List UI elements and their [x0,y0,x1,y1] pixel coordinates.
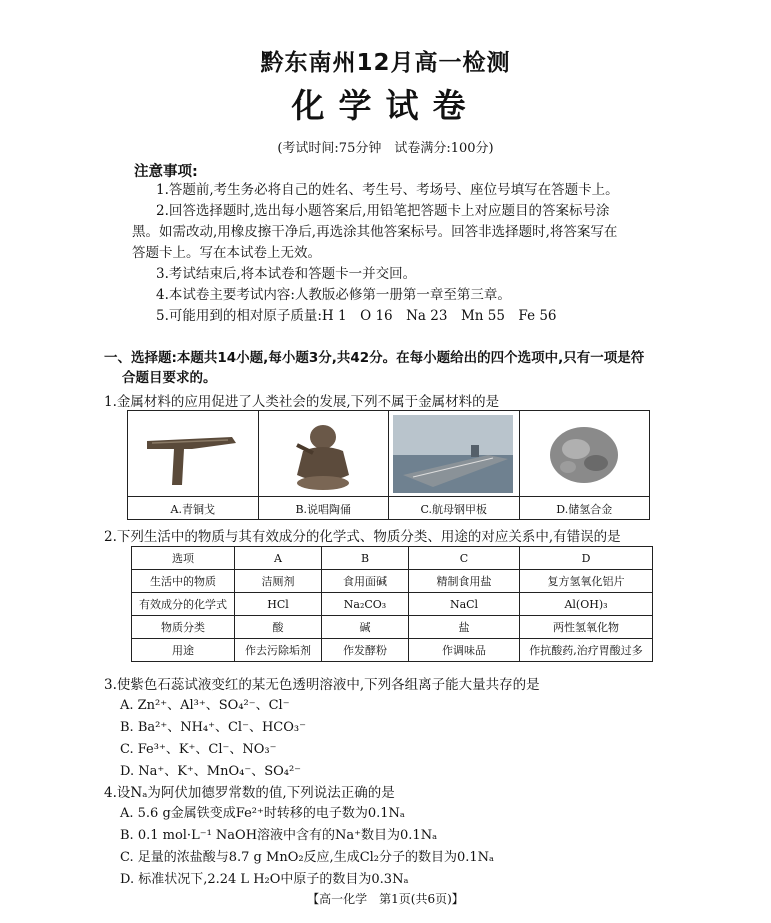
exam-info: (考试时间:75分钟 试卷满分:100分) [277,141,494,156]
page-footer: 【高一化学 第1页(共6页)】 [307,892,464,906]
caption-a: A.青铜戈 [128,496,258,517]
table-cell: D [520,547,653,570]
q1-option-c [389,411,520,519]
table-row [132,593,653,616]
table-cell: 酸 [235,616,322,639]
table-cell: 两性氢氧化物 [520,616,653,639]
q1-option-d [520,411,650,519]
table-cell: 生活中的物质 [132,570,235,593]
exam-title: 黔东南州12月高一检测 [260,50,511,76]
pottery-figurine-image [263,415,383,493]
section-heading-line2: 合题目要求的。 [122,370,217,386]
table-cell: 复方氢氧化铝片 [520,570,653,593]
notice-line: 1.答题前,考生务必将自己的姓名、考生号、考场号、座位号填写在答题卡上。 [156,182,619,198]
q1-option-a [128,411,259,519]
notice-heading: 注意事项: [134,164,198,180]
q1-option-b [259,411,390,519]
notice-line: 2.回答选择题时,选出每小题答案后,用铅笔把答题卡上对应题目的答案标号涂 [156,203,610,219]
table-cell: 食用面碱 [322,570,409,593]
q3-option-b: B. Ba²⁺、NH₄⁺、Cl⁻、HCO₃⁻ [120,720,306,735]
notice-line: 3.考试结束后,将本试卷和答题卡一并交回。 [156,266,417,282]
table-cell: 作发酵粉 [322,639,409,662]
table-row [132,616,653,639]
table-cell: HCl [235,593,322,616]
aircraft-carrier-image [393,415,513,493]
q3-option-a: A. Zn²⁺、Al³⁺、SO₄²⁻、Cl⁻ [120,698,290,713]
table-cell: 作调味品 [409,639,520,662]
subject-title: 化学试卷 [291,86,480,125]
table-cell: 碱 [322,616,409,639]
table-cell: NaCl [409,593,520,616]
hydrogen-storage-alloy-image [524,415,644,493]
question-3-stem: 3.使紫色石蕊试液变红的某无色透明溶液中,下列各组离子能大量共存的是 [104,677,540,693]
table-cell: C [409,547,520,570]
table-cell: A [235,547,322,570]
caption-d: D.储氢合金 [520,496,650,517]
table-cell: Na₂CO₃ [322,593,409,616]
q4-option-d: D. 标准状况下,2.24 L H₂O中原子的数目为0.3Nₐ [120,872,409,887]
q4-option-a: A. 5.6 g金属铁变成Fe²⁺时转移的电子数为0.1Nₐ [120,806,405,821]
bronze-dagger-axe-image [132,415,252,493]
section-heading-line1: 一、选择题:本题共14小题,每小题3分,共42分。在每小题给出的四个选项中,只有一项是符 [104,350,645,366]
table-cell: 作去污除垢剂 [235,639,322,662]
q3-option-c: C. Fe³⁺、K⁺、Cl⁻、NO₃⁻ [120,742,277,757]
table-cell: 选项 [132,547,235,570]
table-cell: 有效成分的化学式 [132,593,235,616]
table-row [132,570,653,593]
q4-option-b: B. 0.1 mol·L⁻¹ NaOH溶液中含有的Na⁺数目为0.1Nₐ [120,828,438,843]
notice-line: 4.本试卷主要考试内容:人教版必修第一册第一章至第三章。 [156,287,511,303]
table-row [132,639,653,662]
table-cell: 物质分类 [132,616,235,639]
table-cell: 洁厕剂 [235,570,322,593]
table-cell: Al(OH)₃ [520,593,653,616]
caption-c: C.航母钢甲板 [389,496,519,517]
table-cell: 用途 [132,639,235,662]
table-cell: 盐 [409,616,520,639]
notice-line: 答题卡上。写在本试卷上无效。 [132,245,321,261]
table-cell: 精制食用盐 [409,570,520,593]
question-2-stem: 2.下列生活中的物质与其有效成分的化学式、物质分类、用途的对应关系中,有错误的是 [104,529,621,545]
question-1-stem: 1.金属材料的应用促进了人类社会的发展,下列不属于金属材料的是 [104,394,500,410]
notice-line: 黑。如需改动,用橡皮擦干净后,再选涂其他答案标号。回答非选择题时,将答案写在 [132,224,618,240]
q1-image-table [127,410,650,520]
question-4-stem: 4.设Nₐ为阿伏加德罗常数的值,下列说法正确的是 [104,785,395,801]
q2-table [131,546,653,662]
table-row [132,547,653,570]
caption-b: B.说唱陶俑 [259,496,389,517]
section-heading [104,348,674,388]
q4-option-c: C. 足量的浓盐酸与8.7 g MnO₂反应,生成Cl₂分子的数目为0.1Nₐ [120,850,495,865]
table-cell: B [322,547,409,570]
table-cell: 作抗酸药,治疗胃酸过多 [520,639,653,662]
q3-option-d: D. Na⁺、K⁺、MnO₄⁻、SO₄²⁻ [120,764,302,779]
notice-line: 5.可能用到的相对原子质量:H 1 O 16 Na 23 Mn 55 Fe 56 [156,308,557,324]
